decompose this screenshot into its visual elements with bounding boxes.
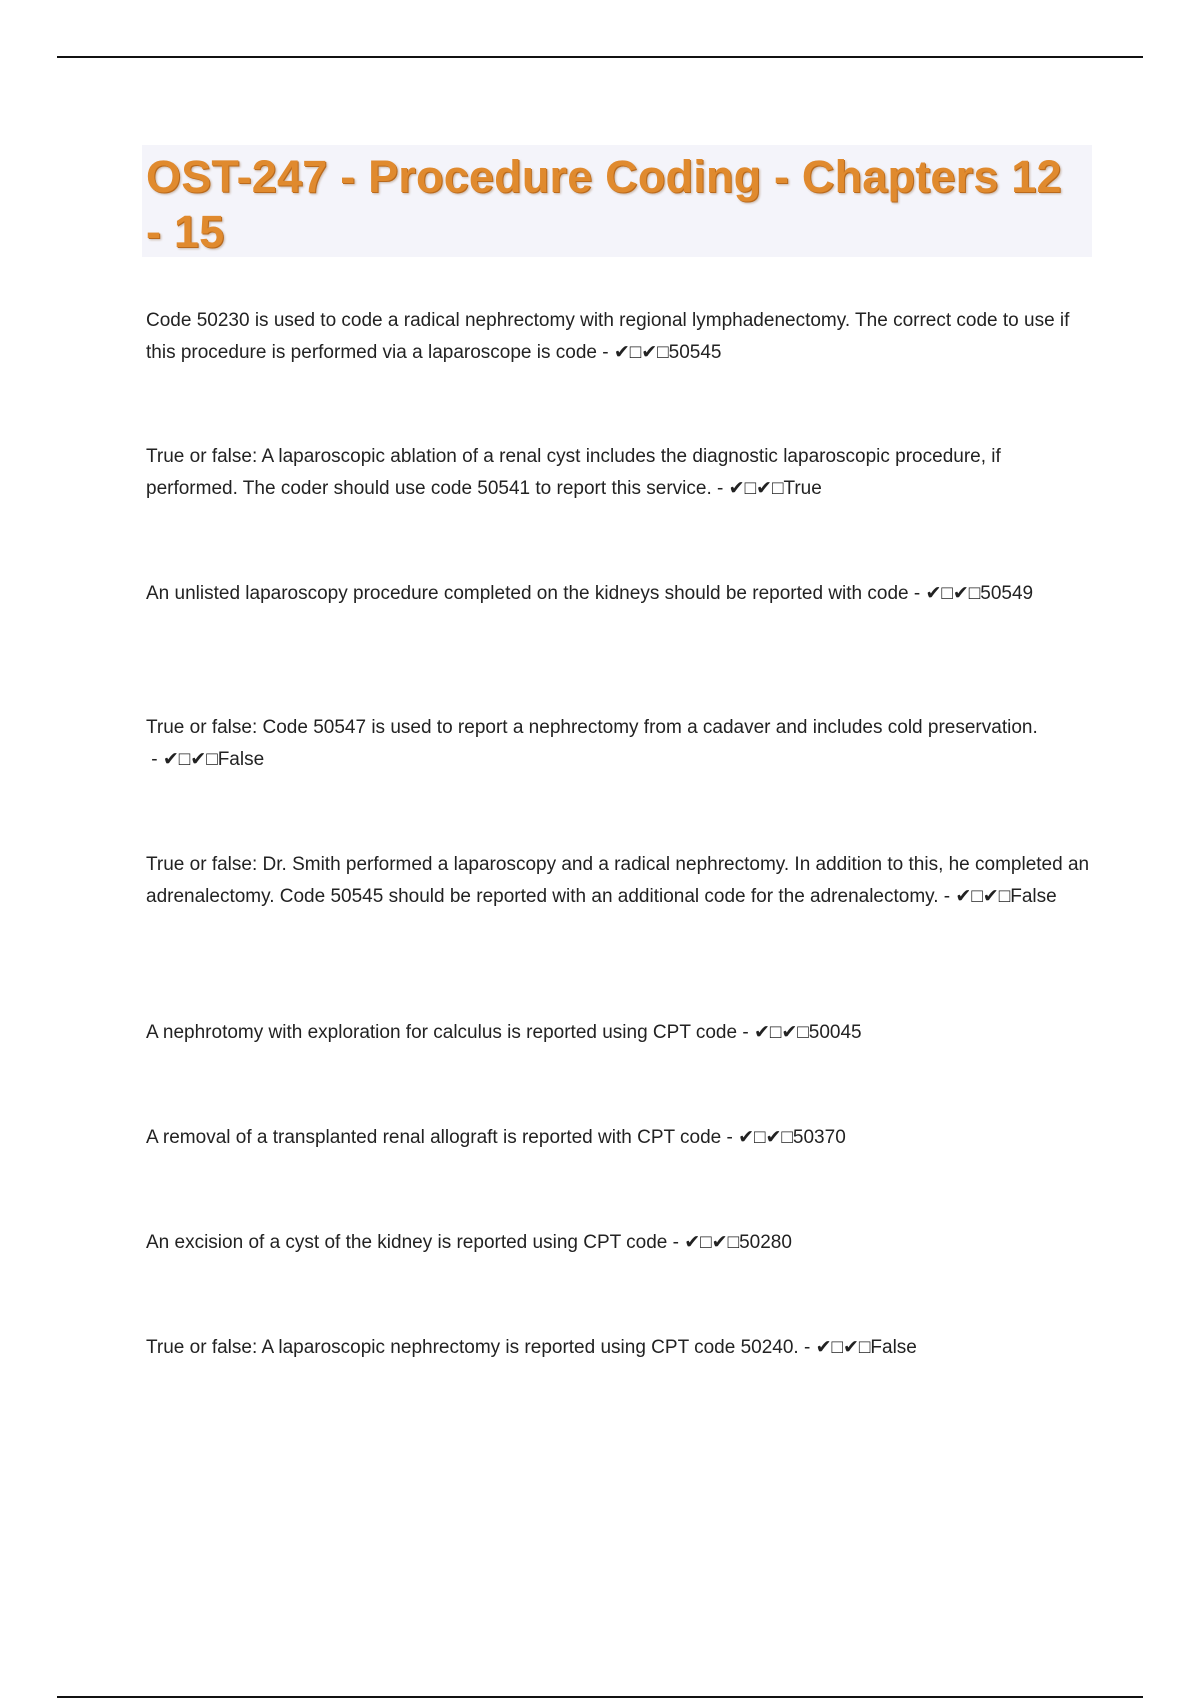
qa-item-9 [146, 1332, 1096, 1364]
document-title: OST-247 - Procedure Coding - Chapters 12 - 15 [146, 151, 1062, 257]
answer-marker: - ✔□✔□ [711, 478, 784, 499]
answer-marker: - ✔□✔□ [596, 342, 669, 363]
question-text: An unlisted laparoscopy procedure completed on the kidneys should be reported with code [146, 583, 909, 604]
answer-text: 50045 [808, 1022, 862, 1043]
answer-marker: - ✔□✔□ [908, 583, 981, 604]
answer-text: True [783, 478, 822, 499]
answer-text: False [1010, 886, 1057, 907]
qa-item-5 [146, 849, 1096, 913]
answer-marker: - ✔□✔□ [146, 749, 218, 770]
question-text: A nephrotomy with exploration for calculus is reported using CPT code [146, 1022, 738, 1043]
qa-item-8 [146, 1227, 1096, 1259]
question-text: True or false: A laparoscopic ablation of a renal cyst includes the diagnostic laparoscopic procedure, if performed. The coder should use code 50541 to report this service. [146, 446, 1001, 499]
question-text: True or false: Code 50547 is used to report a nephrectomy from a cadaver and includes cold preservation. [146, 717, 1038, 738]
title-banner [142, 145, 1092, 257]
answer-text: False [870, 1337, 917, 1358]
answer-marker: - ✔□✔□ [938, 886, 1011, 907]
question-text: An excision of a cyst of the kidney is reported using CPT code [146, 1232, 668, 1253]
answer-marker: - ✔□✔□ [737, 1022, 809, 1043]
answer-marker: - ✔□✔□ [667, 1232, 740, 1253]
answer-marker: - ✔□✔□ [721, 1127, 793, 1148]
answer-text: 50370 [792, 1127, 846, 1148]
top-rule [57, 56, 1143, 58]
qa-item-3 [146, 578, 1096, 610]
answer-text: False [217, 749, 265, 770]
answer-text: 50549 [980, 583, 1034, 604]
answer-text: 50545 [668, 342, 722, 363]
question-text: True or false: A laparoscopic nephrectomy is reported using CPT code 50240. [146, 1337, 799, 1358]
qa-item-2 [146, 441, 1096, 505]
answer-marker: - ✔□✔□ [798, 1337, 871, 1358]
question-text: A removal of a transplanted renal allograft is reported with CPT code [146, 1127, 722, 1148]
question-text: Code 50230 is used to code a radical nephrectomy with regional lymphadenectomy. The correct code to use if this procedure is performed via a laparoscope is code [146, 310, 1070, 363]
qa-item-7 [146, 1122, 1096, 1154]
question-text: True or false: Dr. Smith performed a laparoscopy and a radical nephrectomy. In addition to this, he completed an adrenalectomy. Code 50545 should be reported with an additional code for the adrenalectomy. [146, 854, 1090, 907]
qa-item-1 [146, 305, 1096, 369]
answer-text: 50280 [739, 1232, 792, 1253]
qa-item-4 [146, 712, 1096, 776]
qa-item-6 [146, 1017, 1096, 1049]
bottom-rule [57, 1696, 1143, 1698]
